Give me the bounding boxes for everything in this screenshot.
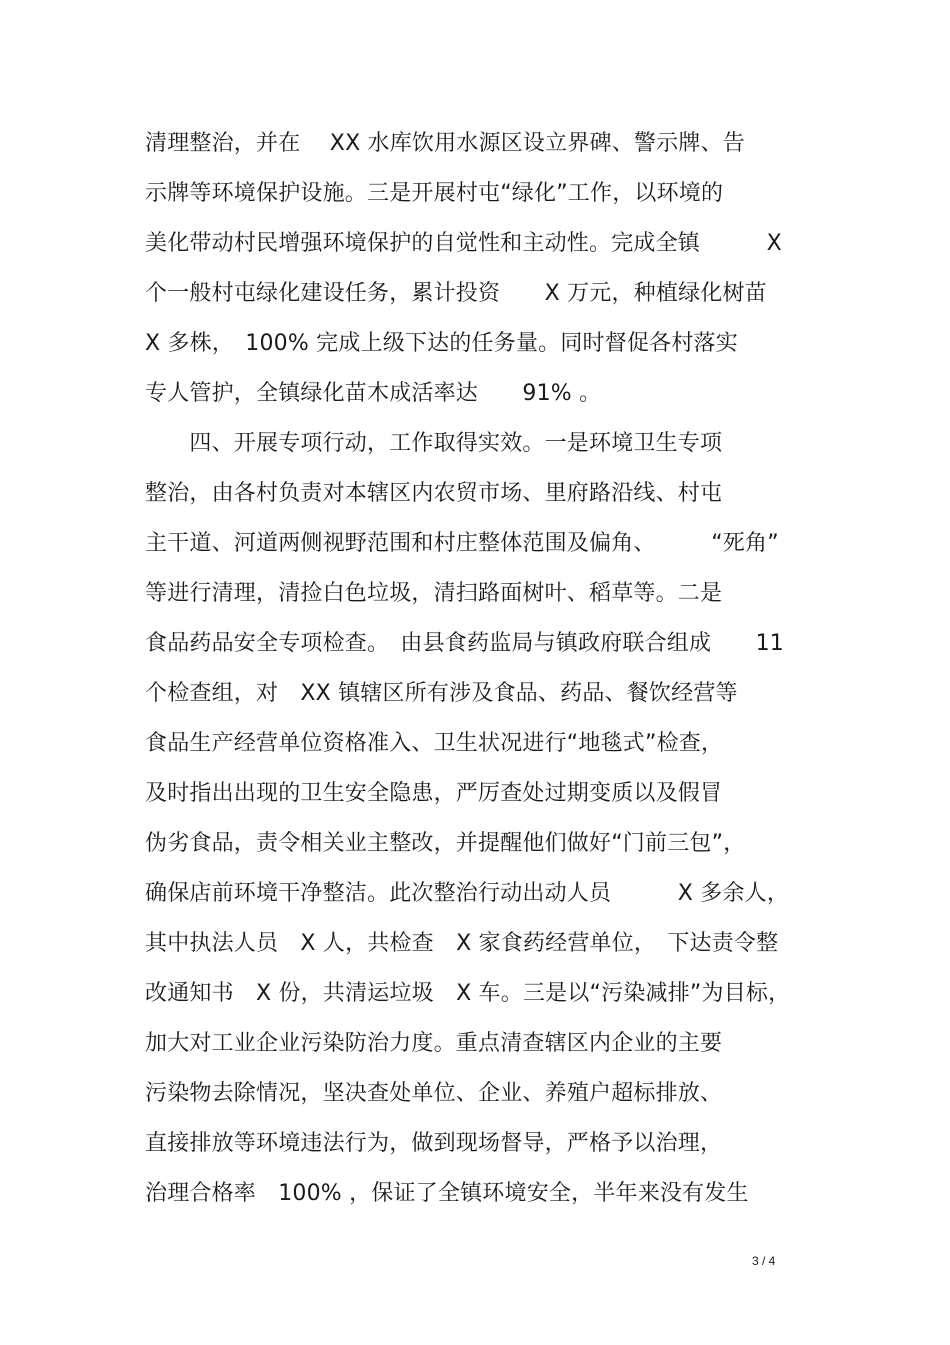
text-line: 加大对工业企业污染防治力度。重点清查辖区内企业的主要 <box>145 1031 723 1056</box>
text-line: 污染物去除情况，坚决查处单位、企业、养殖户超标排放、 <box>145 1081 723 1106</box>
text-line: 治理合格率 100% ，保证了全镇环境安全，半年来没有发生 <box>145 1181 749 1206</box>
text-line: X 多株， 100% 完成上级下达的任务量。同时督促各村落实 <box>145 331 738 356</box>
text-line: 专人管护，全镇绿化苗木成活率达 91% 。 <box>145 381 602 406</box>
page-number: 3 / 4 <box>752 1254 776 1268</box>
text-line: 改通知书 X 份，共清运垃圾 X 车。三是以“污染减排”为目标， <box>145 981 791 1006</box>
text-line: 食品药品安全专项检查。 由县食药监局与镇政府联合组成 11 <box>145 631 784 656</box>
text-line: 个检查组，对 XX 镇辖区所有涉及食品、药品、餐饮经营等 <box>145 681 738 706</box>
text-line: 个一般村屯绿化建设任务，累计投资 X 万元，种植绿化树苗 <box>145 281 767 306</box>
section-heading-line: 四、开展专项行动，工作取得实效。一是环境卫生专项 <box>145 431 723 456</box>
text-line: 食品生产经营单位资格准入、卫生状况进行“地毯式”检查， <box>145 731 724 756</box>
text-line: 主干道、河道两侧视野范围和村庄整体范围及偏角、 “死角” <box>145 531 779 556</box>
text-line: 清理整治，并在 XX 水库饮用水源区设立界碑、警示牌、告 <box>145 131 745 156</box>
text-line: 整治，由各村负责对本辖区内农贸市场、里府路沿线、村屯 <box>145 481 723 506</box>
text-line: 其中执法人员 X 人，共检查 X 家食药经营单位， 下达责令整 <box>145 931 779 956</box>
text-line: 示牌等环境保护设施。三是开展村屯“绿化”工作，以环境的 <box>145 181 724 206</box>
text-line: 伪劣食品，责令相关业主整改，并提醒他们做好“门前三包”， <box>145 831 746 856</box>
text-line: 等进行清理，清捡白色垃圾，清扫路面树叶、稻草等。二是 <box>145 581 723 606</box>
text-line: 及时指出出现的卫生安全隐患，严厉查处过期变质以及假冒 <box>145 781 723 806</box>
text-line: 美化带动村民增强环境保护的自觉性和主动性。完成全镇 X <box>145 231 782 256</box>
text-line: 直接排放等环境违法行为，做到现场督导，严格予以治理， <box>145 1131 723 1156</box>
text-line: 确保店前环境干净整洁。此次整治行动出动人员 X 多余人， <box>145 881 790 906</box>
